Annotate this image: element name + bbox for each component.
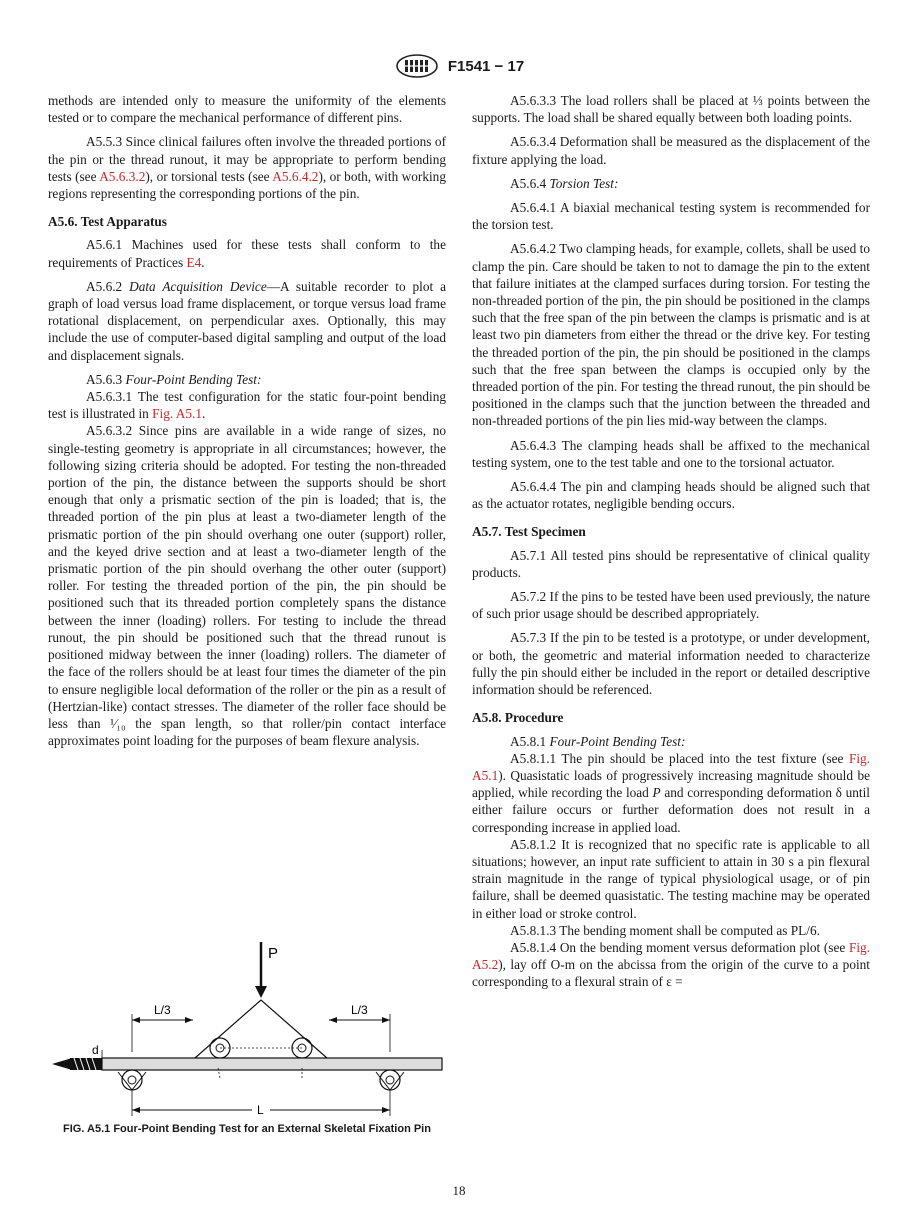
- pin-shaft: [102, 1058, 442, 1070]
- text-run-italic: Four-Point Bending Test:: [125, 371, 262, 387]
- link-fig-a5-1[interactable]: Fig. A5.1: [472, 750, 870, 783]
- text-run-italic: Torsion Test:: [549, 175, 619, 191]
- text-run-italic: Data Acquisition Device: [129, 278, 267, 294]
- link-a5-6-3-2[interactable]: A5.6.3.2: [99, 168, 146, 184]
- paragraph-a5-6-4-4: A5.6.4.4 The pin and clamping heads should be aligned such that as the actuator rotates, negligible bending occurs.: [472, 479, 870, 512]
- text-run: ), or both, with working regions representing the corresponding portions of the pin.: [48, 168, 446, 202]
- right-column: [472, 92, 870, 991]
- paragraph-a5-6-3-2: A5.6.3.2 Since pins are available in a wide range of sizes, no single-testing geometry is appropriate in all circumstances; however, the following sizing criteria should be adopted. For testing the non-threaded portion of the pin, the distance between the supports should be short enough that only a prismatic section of the pin is loaded; that is, the threaded portion of the pin plus at least a two-diameter length of the prismatic portion of the pin should overhang one outer (support) roller, and the keyed drive section and at least a two-diameter length of the prismatic portion of the pin should overhang the other outer (support) roller. For testing the threaded portion of the pin, the pin should be positioned such that its threaded portion completely spans the distance between the inner (loading) rollers. For testing to include the thread runout, the pin should be positioned such that the thread runout is positioned midway between the inner (loading) rollers. The diameter of the face of the rollers should be at least four times the diameter of the pin to ensure negligible local deformation of the roller or the pin as a result of (Hertzian-like) contact stresses. The diameter of the roller face should be less than ¹⁄₁₀ the span length, so that roller/pin contact interface approximates point loading for the purposes of beam flexure analysis.: [48, 423, 446, 749]
- text-run: .: [202, 406, 206, 422]
- dimension-arrowhead: [382, 1107, 390, 1113]
- link-a5-6-4-2[interactable]: A5.6.4.2: [272, 168, 319, 184]
- paragraph-intro: methods are intended only to measure the uniformity of the elements tested or to compare the mechanical performance of different pins.: [48, 93, 446, 126]
- figure-caption: FIG. A5.1 Four-Point Bending Test for an External Skeletal Fixation Pin: [63, 1123, 431, 1135]
- section-heading-test-specimen: A5.7. Test Specimen: [472, 524, 586, 540]
- text-run-italic: Four-Point Bending Test:: [549, 733, 686, 749]
- text-run: A5.6.3: [86, 371, 126, 387]
- link-fig-a5-1[interactable]: Fig. A5.1: [152, 406, 203, 422]
- text-run: A5.6.1 Machines used for these tests shall conform to the requirements of Practices: [48, 237, 446, 270]
- paragraph-a5-6-3-1: [48, 388, 446, 422]
- page-header: [0, 54, 918, 78]
- text-run: A5.8.1.4 On the bending moment versus deformation plot (see: [510, 939, 849, 955]
- paragraph-a5-6-4-2: A5.6.4.2 Two clamping heads, for example, collets, shall be used to clamp the pin. Care should be taken to not to damage the pin to the extent that failure initiates at the clamped surfaces during torsion. For testing the non-threaded portion of the pin, the pin should be positioned in the clamps such that the free span of the pin between the clamps is prismatic and is at least two pin diameters from either the thread or the drive key. For testing the threaded portion of the pin, the pin should be positioned in the clamps such that the free span between the clamps is occupied only by the threaded portion of the pin. For testing the thread runout, the pin should be positioned in the clamps such that the junction between the threaded and non-threaded portions of the pin lies mid-way between the clamps.: [472, 241, 870, 429]
- diameter-label: d: [92, 1043, 99, 1057]
- paragraph-a5-6-2: [48, 278, 446, 364]
- span-third-right-label: L/3: [351, 1003, 368, 1017]
- dimension-arrowhead: [132, 1107, 140, 1113]
- astm-logo-icon: [394, 54, 440, 78]
- dimension-arrowhead: [382, 1017, 390, 1023]
- support-roller-right-hub: [386, 1076, 394, 1084]
- text-run: .: [201, 254, 205, 270]
- text-run: ). Quasistatic loads of progressively increasing magnitude should be applied, while recording the load: [472, 767, 870, 801]
- span-label: L: [257, 1103, 264, 1117]
- text-run: —A suitable recorder to plot a graph of load versus load frame displacement, or torque versus load frame rotational displacement, on perpendicular axes. Optionally, this may include the use of computer-based digital sampling and output of the load and displacement signals.: [48, 278, 446, 363]
- paragraph-a5-7-3: A5.7.3 If the pin to be tested is a prototype, or under development, or both, the geometric and material information needed to characterize fully the pin should either be included in the report or detailed descriptive information should be referenced.: [472, 630, 870, 698]
- support-roller-left-hub: [128, 1076, 136, 1084]
- load-arrow-head: [255, 986, 267, 998]
- support-roller-right: [380, 1070, 400, 1090]
- text-run: and corresponding deformation δ until either failure occurs or further deformation does not result in a corresponding increase in applied load.: [472, 785, 870, 835]
- paragraph-a5-6-3-3: A5.6.3.3 The load rollers shall be placed at ⅓ points between the supports. The load shall be shared equally between both loading points.: [472, 93, 870, 126]
- text-run: ), lay off O-m on the abcissa from the origin of the curve to a point corresponding to a flexural strain of ε =: [472, 957, 870, 990]
- paragraph-a5-7-2: A5.7.2 If the pins to be tested have been used previously, the nature of such prior usage should be described appropriately.: [472, 589, 870, 622]
- link-e4[interactable]: E4: [186, 254, 202, 270]
- paragraph-a5-6-4-3: A5.6.4.3 The clamping heads shall be affixed to the mechanical testing system, one to the test table and one to the torsional actuator.: [472, 437, 870, 470]
- dimension-arrowhead: [185, 1017, 193, 1023]
- paragraph-a5-6-1: [48, 236, 446, 270]
- paragraph-a5-8-1-2: A5.8.1.2 It is recognized that no specific rate is applicable to all situations; however, an input rate sufficient to attain in 30 s a pin flexural strain magnitude in the range of typical physiological usage, or of pin failure, shall be deemed quasistatic. The testing machine may be operated in either load or stroke control.: [472, 836, 870, 921]
- text-run: A5.6.3.1 The test configuration for the static four-point bending test is illustrated in: [48, 389, 446, 422]
- standard-designation: F1541 − 17: [447, 57, 525, 75]
- pin-threaded-tip: [52, 1058, 72, 1070]
- text-run-italic: P: [652, 785, 661, 801]
- text-run: A5.6.4: [510, 175, 550, 191]
- text-run: A5.8.1: [510, 733, 550, 749]
- paragraph-a5-8-1-3: A5.8.1.3 The bending moment shall be computed as PL/6.: [510, 922, 820, 938]
- dimension-arrowhead: [329, 1017, 337, 1023]
- support-roller-left: [122, 1070, 142, 1090]
- section-heading-test-apparatus: A5.6. Test Apparatus: [48, 214, 167, 230]
- dimension-arrowhead: [132, 1017, 140, 1023]
- paragraph-a5-8-1-1: [472, 750, 870, 836]
- paragraph-a5-6-3-4: A5.6.3.4 Deformation shall be measured as the displacement of the fixture applying the load.: [472, 134, 870, 167]
- paragraph-a5-7-1: A5.7.1 All tested pins should be representative of clinical quality products.: [472, 547, 870, 580]
- text-run: A5.6.2: [86, 278, 130, 294]
- paragraph-a5-6-3: [48, 371, 446, 388]
- text-run: A5.5.3 Since clinical failures often involve the threaded portions of the pin or the thread runout, it may be appropriate to perform bending tests (see: [48, 134, 446, 184]
- paragraph-a5-6-4-1: A5.6.4.1 A biaxial mechanical testing system is recommended for the torsion test.: [472, 200, 870, 233]
- left-column: [48, 92, 446, 749]
- paragraph-a5-8-1-4: [472, 939, 870, 991]
- paragraph-a5-6-4: [472, 175, 870, 192]
- load-label: P: [268, 945, 279, 962]
- paragraph-a5-8-1: [472, 733, 870, 750]
- figure-four-point-bending-diagram: [48, 940, 446, 1120]
- text-run: ), or torsional tests (see: [145, 168, 273, 184]
- load-spreader: [195, 1000, 327, 1058]
- paragraph-a5-5-3: [48, 133, 446, 202]
- page-number: 18: [452, 1183, 466, 1198]
- text-run: A5.8.1.1 The pin should be placed into the test fixture (see: [510, 750, 849, 766]
- link-fig-a5-2[interactable]: Fig. A5.2: [472, 939, 870, 973]
- span-third-left-label: L/3: [154, 1003, 171, 1017]
- section-heading-procedure: A5.8. Procedure: [472, 710, 564, 726]
